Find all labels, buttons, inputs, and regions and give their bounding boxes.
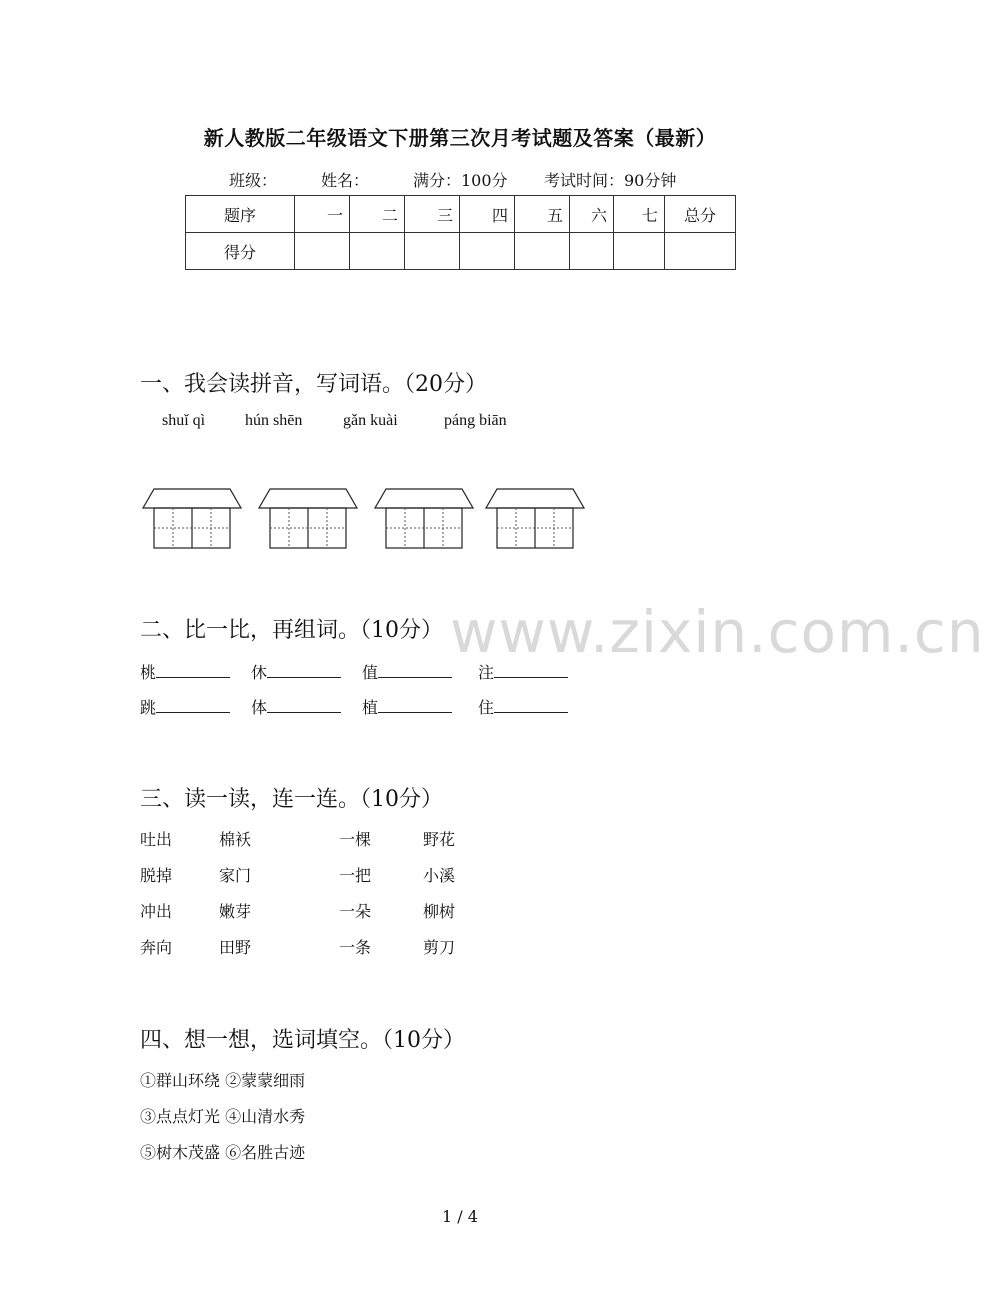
char-zhi: 值 <box>362 663 379 682</box>
score-header-cell: 总分 <box>665 196 736 233</box>
word-blank[interactable] <box>156 696 230 713</box>
score-table-header-row <box>186 196 736 233</box>
score-header-cell: 四 <box>460 196 515 233</box>
score-header-cell: 一 <box>295 196 350 233</box>
score-input-cell[interactable] <box>570 233 614 270</box>
word-group-8 <box>478 695 568 718</box>
score-header-cell: 七 <box>614 196 665 233</box>
class-label: 班级： <box>229 171 278 190</box>
match-word[interactable]: 田野 <box>219 938 252 957</box>
score-input-cell[interactable] <box>350 233 405 270</box>
match-word[interactable]: 奔向 <box>140 938 173 957</box>
word-group-7 <box>362 695 452 718</box>
score-table-score-row <box>186 233 736 270</box>
match-word[interactable]: 野花 <box>423 830 456 849</box>
option-line-1: ①群山环绕 ②蒙蒙细雨 <box>140 1071 306 1090</box>
watermark: www.zixin.com.cn <box>450 598 985 666</box>
score-header-cell: 题序 <box>186 196 295 233</box>
match-word[interactable]: 冲出 <box>140 902 173 921</box>
pinyin-4: páng biān <box>444 412 507 429</box>
section1-heading: 一、我会读拼音，写词语。（20分） <box>140 372 487 397</box>
match-word[interactable]: 嫩芽 <box>219 902 252 921</box>
match-word[interactable]: 剪刀 <box>423 938 456 957</box>
pinyin-2: hún shēn <box>245 412 303 429</box>
exam-time: 考试时间：90分钟 <box>544 171 677 190</box>
match-word[interactable]: 柳树 <box>423 902 456 921</box>
score-input-cell[interactable] <box>460 233 515 270</box>
match-word[interactable]: 棉袄 <box>219 830 252 849</box>
char-tao: 桃 <box>140 663 157 682</box>
score-input-cell[interactable] <box>515 233 570 270</box>
section3-heading: 三、读一读，连一连。（10分） <box>140 787 443 812</box>
writing-grid-house-3[interactable] <box>374 488 474 550</box>
char-zhi2: 植 <box>362 698 379 717</box>
char-zhu2: 住 <box>478 698 495 717</box>
match-word[interactable]: 一棵 <box>339 830 372 849</box>
match-word[interactable]: 家门 <box>219 866 252 885</box>
char-tiao: 跳 <box>140 698 157 717</box>
char-ti: 体 <box>251 698 268 717</box>
option-line-2: ③点点灯光 ④山清水秀 <box>140 1107 306 1126</box>
word-blank[interactable] <box>378 696 452 713</box>
char-zhu: 注 <box>478 663 495 682</box>
score-input-cell[interactable] <box>665 233 736 270</box>
match-word[interactable]: 一条 <box>339 938 372 957</box>
page-number: 1 / 4 <box>442 1207 478 1226</box>
score-input-cell[interactable] <box>295 233 350 270</box>
match-word[interactable]: 吐出 <box>140 830 173 849</box>
writing-grid-house-1[interactable] <box>142 488 242 550</box>
pinyin-1: shuǐ qì <box>162 412 206 429</box>
word-group-6 <box>251 695 341 718</box>
score-row-label: 得分 <box>186 233 295 270</box>
score-header-cell: 六 <box>570 196 614 233</box>
full-score: 满分：100分 <box>413 171 508 190</box>
writing-grid-house-2[interactable] <box>258 488 358 550</box>
option-line-3: ⑤树木茂盛 ⑥名胜古迹 <box>140 1143 306 1162</box>
word-blank[interactable] <box>267 661 341 678</box>
section4-heading: 四、想一想，选词填空。（10分） <box>140 1028 465 1053</box>
word-blank[interactable] <box>494 696 568 713</box>
score-header-cell: 三 <box>405 196 460 233</box>
pinyin-3: gǎn kuài <box>343 412 398 429</box>
page-title: 新人教版二年级语文下册第三次月考试题及答案（最新） <box>203 126 717 150</box>
score-table <box>185 195 736 270</box>
name-label: 姓名： <box>321 171 370 190</box>
match-word[interactable]: 脱掉 <box>140 866 173 885</box>
word-blank[interactable] <box>267 696 341 713</box>
section2-heading: 二、比一比，再组词。（10分） <box>140 618 443 643</box>
match-word[interactable]: 小溪 <box>423 866 456 885</box>
score-header-cell: 五 <box>515 196 570 233</box>
word-blank[interactable] <box>378 661 452 678</box>
word-group-1 <box>140 660 230 683</box>
score-input-cell[interactable] <box>405 233 460 270</box>
word-blank[interactable] <box>494 661 568 678</box>
word-blank[interactable] <box>156 661 230 678</box>
word-group-2 <box>251 660 341 683</box>
word-group-3 <box>362 660 452 683</box>
score-header-cell: 二 <box>350 196 405 233</box>
word-group-5 <box>140 695 230 718</box>
match-word[interactable]: 一把 <box>339 866 372 885</box>
score-input-cell[interactable] <box>614 233 665 270</box>
writing-grid-house-4[interactable] <box>485 488 585 550</box>
match-word[interactable]: 一朵 <box>339 902 372 921</box>
char-xiu: 休 <box>251 663 268 682</box>
word-group-4 <box>478 660 568 683</box>
